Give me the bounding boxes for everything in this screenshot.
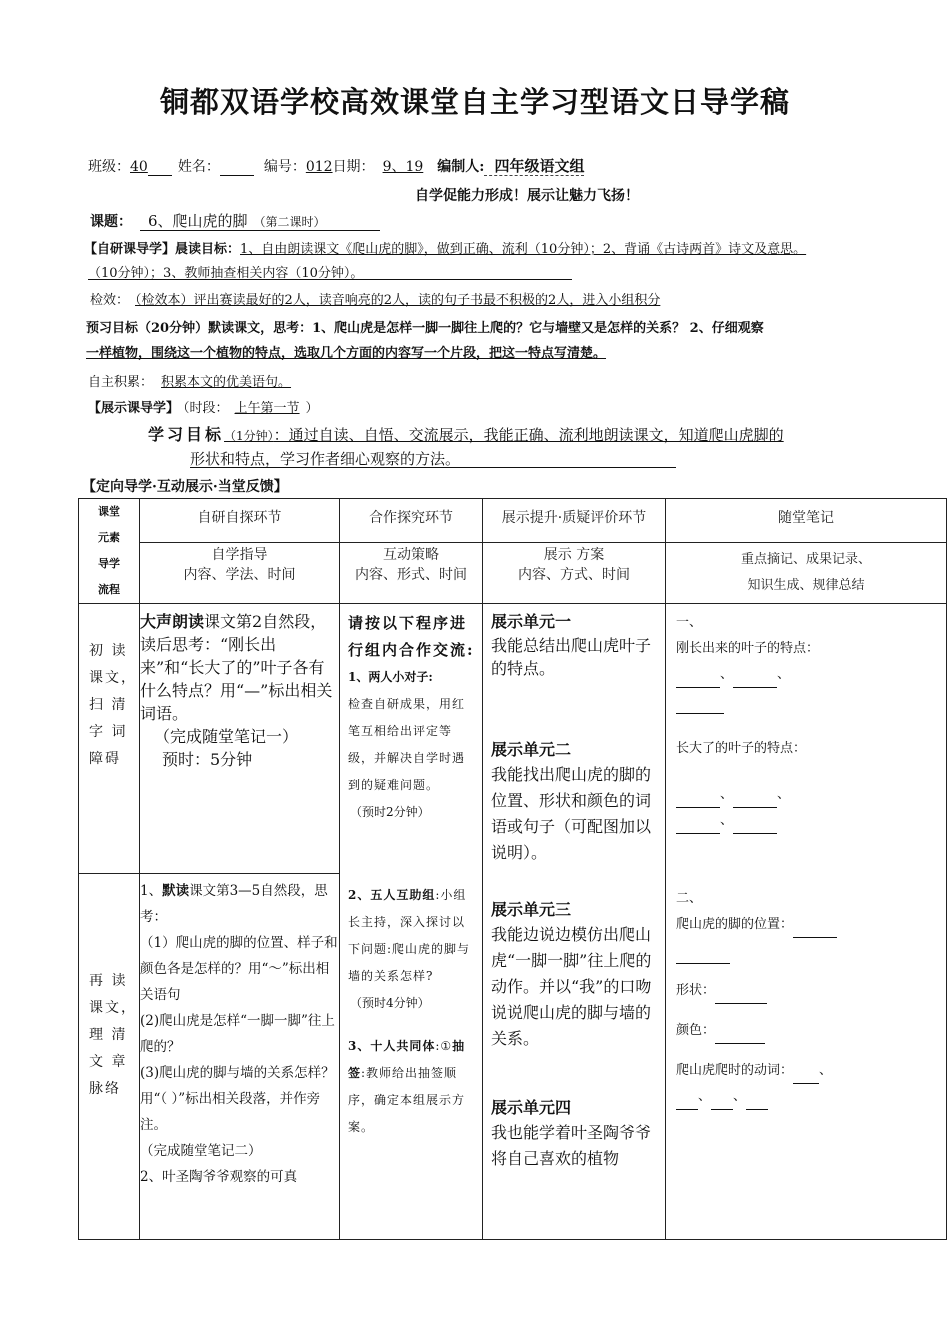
notes-part1: 一、 [676,615,703,630]
goal-time: （1分钟） [224,429,274,443]
accum-text: 积累本文的优美语句。 [161,375,292,390]
corner-2: 元素 [98,531,120,544]
sub-head-show-2: 内容、方式、时间 [518,567,630,584]
coop-step1-time: （预时2分钟） [350,805,430,819]
goal-text-2: 形状和特点，学习作者细心观察的方法。 [190,450,461,468]
time-label: （时段： [183,401,229,416]
notes-shape: 形状： [676,983,716,998]
notes-verbs: 爬山虎爬时的动词： [676,1063,794,1078]
row2-label-3: 理 清 [89,1027,128,1043]
col-head-show: 展示提升·质疑评价环节 [483,499,666,543]
row1-study-text: 课文第2自然段，读后思考：“刚长出来”和“长大了的”叶子各有什么特点？用“—”标出相关词语。 [140,612,333,723]
topic-value: 6、爬山虎的脚 [148,212,248,230]
number-label: 编号： [263,159,306,175]
blank-14[interactable] [711,1095,733,1110]
name-field[interactable] [220,161,254,176]
corner-3: 导学 [98,557,120,570]
goal-text-1: ：通过自读、自悟、交流展示，我能正确、流利地朗读课文，知道爬山虎脚的 [273,426,784,444]
goal-line1 [148,422,784,445]
row2-label-1: 再 读 [89,973,128,989]
row2-study-l2: 2、叶圣陶爷爷观察的可真 [140,1169,298,1185]
coop-step2-time: （预时4分钟） [350,996,430,1010]
goal-underline [190,467,676,468]
display-head: 【展示课导学】 [88,401,180,416]
row1-label-3: 扫 清 [89,697,128,713]
notes-grown-leaves[interactable]: 长大了的叶子的特点： [676,741,807,756]
col-head-study: 自研自探环节 [140,499,340,543]
class-value[interactable]: 40 [130,159,148,175]
accum-label: 自主积累： [88,375,154,390]
coop-intro: 请按以下程序进行组内合作交流: [348,614,475,659]
guide-table [78,498,947,1240]
row2-label-2: 课文， [89,1000,137,1016]
blank-5[interactable] [733,793,777,808]
sub-head-notes-2: 知识生成、规律总结 [747,578,865,594]
date-label: 日期： [332,159,375,175]
blank-1[interactable] [676,673,720,688]
sub-head-show-1: 展示 方案 [543,547,605,564]
row1-label [79,604,140,874]
sub-head-show [483,543,666,604]
row2-label [79,874,140,1240]
check-line [90,289,660,308]
self-study-line1 [84,238,806,257]
class-label: 班级： [88,159,130,175]
corner-4: 流程 [98,583,120,596]
row1-label-2: 课文， [89,670,137,686]
coop-step1-text: 检查自研成果，用红笔互相给出评定等级，并解决自学时遇到的疑难问题。 [348,697,466,792]
name-label: 姓名： [177,159,220,175]
notes-cell: 一、 刚长出来的叶子的特点： 、 、 长大了的叶子的特点： 、 、 、 二、 爬山虎的脚的位置： 形状： 颜色： 爬山虎爬时的动词： 、 、 、 [666,604,947,1240]
col-head-coop: 合作探究环节 [340,499,483,543]
show-unit3-text: 我能边说边模仿出爬山虎“一脚一脚”往上爬的动作。并以“我”的口吻说说爬山虎的脚与墙的关系。 [491,925,652,1048]
line2-underline [88,279,572,280]
goal-label: 学习目标 [148,425,225,444]
row1-study-note: （完成随堂笔记一） [154,727,299,746]
display-line [88,397,319,416]
coop-cell [340,604,483,1240]
blank-11[interactable] [715,1029,765,1044]
blank-9[interactable] [676,949,730,964]
row1-label-4: 字 词 [89,724,128,740]
sub-head-coop-1: 互动策略 [383,547,439,564]
row1-label-5: 障碍 [89,751,121,767]
coop-step1-head: 1、两人小对子: [348,670,433,684]
corner-1: 课堂 [98,505,120,518]
blank-7[interactable] [733,819,777,834]
blank-8[interactable] [793,923,837,938]
info-line [88,155,584,176]
sub-head-notes [666,543,947,604]
notes-color: 颜色： [676,1023,716,1038]
show-unit1-head: 展示单元一 [491,612,572,631]
section-header: 【定向导学·互动展示·当堂反馈】 [82,479,288,495]
coop-step2-head: 2、五人互助组 [348,888,436,902]
row2-study-q2: (2)爬山虎是怎样“一脚一脚”往上爬的？ [140,1013,335,1055]
row1-study-bold: 大声朗读 [140,612,205,631]
show-unit4-text: 我也能学着叶圣陶爷爷将自己喜欢的植物 [491,1123,652,1168]
show-unit2-text: 我能找出爬山虎的脚的位置、形状和颜色的词语或句子（可配图加以说明）。 [491,765,652,862]
time-value: 上午第一节 [234,401,300,416]
coop-step3-bold: 抽签 [348,1039,466,1080]
show-unit3-head: 展示单元三 [491,900,572,919]
row2-label-4: 文 章 [89,1054,128,1070]
slogan: 自学促能力形成！展示让魅力飞扬！ [415,188,639,204]
row2-study-bold: 默读 [162,883,190,899]
blank-6[interactable] [676,819,720,834]
notes-part2: 二、 [676,891,703,906]
show-unit2-head: 展示单元二 [491,740,572,759]
preview-line2 [86,342,606,361]
sub-head-coop [340,543,483,604]
author-label: 编制人: [437,159,485,175]
row1-study-time: 预时：5分钟 [162,750,253,769]
preview-line1: 预习目标（20分钟）默读课文，思考：1、爬山虎是怎样一脚一脚往上爬的？它与墙壁又是怎样的关系？ 2、仔细观察 [86,321,764,336]
blank-3[interactable] [676,699,724,714]
row2-study-q4: 用“（ ）”标出相关段落，并作旁注。 [140,1091,321,1133]
preview-goal-text: 一样植物，围绕这一个植物的特点，选取几个方面的内容写一个片段，把这一特点写清楚。 [86,346,607,361]
corner-cell [79,499,140,604]
row2-study-l1: 课文第3—5自然段，思考： [140,883,328,925]
topic-session: （第二课时） [253,215,326,229]
sub-head-notes-1: 重点摘记、成果记录、 [740,552,871,568]
blank-15[interactable] [746,1095,768,1110]
sub-head-study-1: 自学指导 [211,547,268,564]
row2-study-q3: (3)爬山虎的脚与墙的关系怎样？ [140,1065,335,1081]
col-head-notes: 随堂笔记 [666,499,947,543]
row2-study-note: （完成随堂笔记二） [140,1143,262,1159]
row2-study-cell: 1、默读课文第3—5自然段，思考： （1）爬山虎的脚的位置、样子和颜色各是怎样的？用“～”标出相关语句 (2)爬山虎是怎样“一脚一脚”往上爬的？ (3)爬山虎的脚与墙的关系怎样？ 用“（ ）”标出相关段落，并作旁注。 （完成随堂笔记二） 2、叶圣陶爷爷观察的可真 [140,874,340,1240]
show-unit1-text: 我能总结出爬山虎叶子的特点。 [491,636,652,678]
blank-10[interactable] [715,989,767,1004]
row1-label-1: 初 读 [89,643,128,659]
coop-step3-text: :教师给出抽签顺序，确定本组展示方案。 [348,1066,466,1134]
sub-head-coop-2: 内容、形式、时间 [355,567,467,584]
row1-study-cell [140,604,340,874]
blank-4[interactable] [676,793,720,808]
coop-step3-mid: :① [435,1039,453,1053]
row2-label-5: 脉络 [89,1081,121,1097]
notes-foot-position: 爬山虎的脚的位置： [676,917,794,932]
self-study-head: 【自研课导学】晨读目标： [84,242,241,257]
morning-goal-1: 1、自由朗读课文《爬山虎的脚》，做到正确、流利（10分钟）；2、背诵《古诗两首》诗文及意思。 [240,242,807,257]
time-close: ） [305,401,319,416]
topic-line [90,210,326,231]
sub-head-study-2: 内容、学法、时间 [183,567,296,584]
show-unit4-head: 展示单元四 [491,1098,572,1117]
morning-goal-2: （10分钟）；3、教师抽查相关内容（10分钟）。 [88,266,364,281]
date-value[interactable]: 9、19 [382,159,424,175]
coop-step2-text: :小组长主持，深入探讨以下问题:爬山虎的脚与墙的关系怎样? [348,888,471,983]
topic-label: 课题： [90,214,132,230]
blank-12[interactable] [793,1069,819,1084]
blank-13[interactable] [676,1095,698,1110]
blank-2[interactable] [733,673,777,688]
topic-underline [140,230,380,231]
check-text: （检效本）评出赛读最好的2人，读音响亮的2人，读的句子书最不积极的2人，进入小组积分 [135,293,661,308]
class-blank[interactable] [148,161,172,176]
author-value: 四年级语文组 [484,157,584,176]
notes-new-leaves[interactable]: 刚长出来的叶子的特点： [676,641,820,656]
sub-head-study [140,543,340,604]
coop-step3-head: 3、十人共同体 [348,1039,436,1053]
number-value[interactable]: 012 [305,159,333,175]
page-title: 铜都双语学校高效课堂自主学习型语文日导学稿 [159,85,790,119]
goal-line2 [190,448,460,469]
row2-study-q1: （1）爬山虎的脚的位置、样子和颜色各是怎样的？用“～”标出相关语句 [140,935,338,1003]
accum-line [88,371,291,390]
show-cell [483,604,666,1240]
check-label: 检效： [90,293,130,308]
